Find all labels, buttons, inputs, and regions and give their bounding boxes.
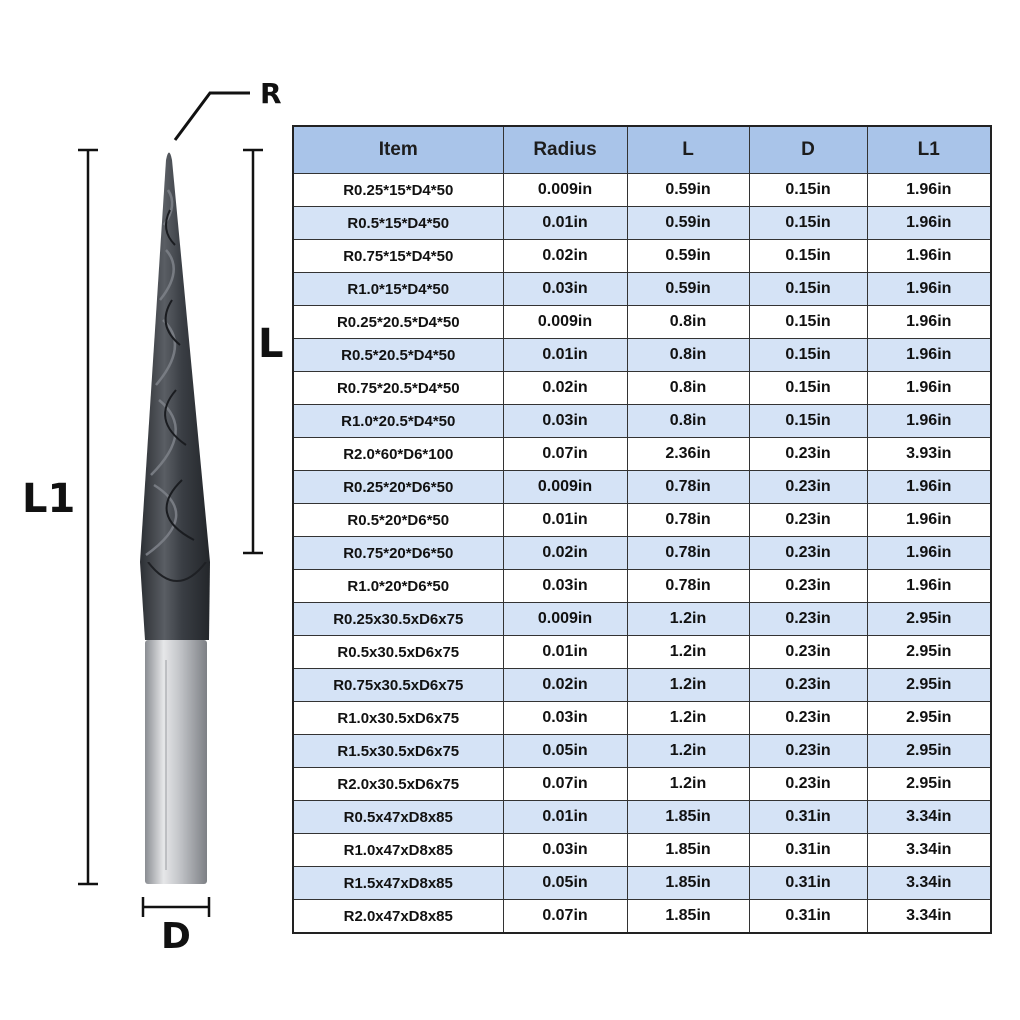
cell-item: R0.75*20.5*D4*50 (293, 372, 503, 405)
cell-item: R0.5*20.5*D4*50 (293, 339, 503, 372)
cell-l1: 2.95in (867, 768, 991, 801)
cell-item: R1.0*15*D4*50 (293, 273, 503, 306)
cell-radius: 0.07in (503, 768, 627, 801)
cell-l: 0.8in (627, 405, 749, 438)
cell-d: 0.23in (749, 537, 867, 570)
cell-l1: 1.96in (867, 339, 991, 372)
cell-d: 0.15in (749, 273, 867, 306)
cell-l1: 1.96in (867, 570, 991, 603)
cell-l: 0.8in (627, 306, 749, 339)
cell-l: 0.59in (627, 273, 749, 306)
cell-l: 0.78in (627, 504, 749, 537)
cell-radius: 0.03in (503, 702, 627, 735)
cell-l1: 2.95in (867, 669, 991, 702)
cell-item: R0.75*20*D6*50 (293, 537, 503, 570)
cell-radius: 0.009in (503, 603, 627, 636)
cell-l1: 1.96in (867, 306, 991, 339)
cell-d: 0.31in (749, 900, 867, 934)
cell-l1: 3.34in (867, 801, 991, 834)
header-l: L (627, 126, 749, 174)
end-mill-tool (140, 153, 210, 885)
cell-l1: 1.96in (867, 504, 991, 537)
cell-l1: 1.96in (867, 372, 991, 405)
table-row (293, 735, 991, 768)
cell-radius: 0.03in (503, 273, 627, 306)
table-row (293, 504, 991, 537)
cell-l: 1.2in (627, 702, 749, 735)
cell-l: 1.85in (627, 867, 749, 900)
cell-item: R0.25*15*D4*50 (293, 174, 503, 207)
l-label: L (258, 321, 284, 367)
table-row (293, 174, 991, 207)
cell-d: 0.15in (749, 207, 867, 240)
cell-l: 0.59in (627, 207, 749, 240)
table-row (293, 438, 991, 471)
table-row (293, 207, 991, 240)
cell-l1: 2.95in (867, 603, 991, 636)
table-row (293, 702, 991, 735)
cell-radius: 0.05in (503, 735, 627, 768)
cell-l: 0.8in (627, 339, 749, 372)
cell-d: 0.23in (749, 570, 867, 603)
cell-d: 0.31in (749, 801, 867, 834)
cell-d: 0.31in (749, 867, 867, 900)
cell-d: 0.23in (749, 702, 867, 735)
cell-radius: 0.009in (503, 174, 627, 207)
d-dimension-line (143, 897, 209, 917)
cell-radius: 0.009in (503, 471, 627, 504)
cell-radius: 0.07in (503, 900, 627, 934)
cell-item: R0.75*15*D4*50 (293, 240, 503, 273)
cell-item: R0.5x47xD8x85 (293, 801, 503, 834)
cell-d: 0.23in (749, 471, 867, 504)
cell-d: 0.23in (749, 735, 867, 768)
table-row (293, 900, 991, 934)
cell-d: 0.23in (749, 603, 867, 636)
radius-leader-line (175, 93, 250, 140)
cell-l: 1.2in (627, 669, 749, 702)
cell-l: 1.2in (627, 603, 749, 636)
cell-d: 0.15in (749, 372, 867, 405)
cell-d: 0.15in (749, 405, 867, 438)
cell-l: 2.36in (627, 438, 749, 471)
cell-l: 1.85in (627, 801, 749, 834)
cell-item: R0.75x30.5xD6x75 (293, 669, 503, 702)
cell-l: 1.85in (627, 900, 749, 934)
l1-dimension-line (78, 150, 98, 884)
cell-l: 1.2in (627, 636, 749, 669)
header-l1: L1 (867, 126, 991, 174)
cell-d: 0.15in (749, 339, 867, 372)
table-row (293, 273, 991, 306)
table-header-row (293, 126, 991, 174)
cell-radius: 0.01in (503, 504, 627, 537)
cell-l: 1.2in (627, 735, 749, 768)
cell-d: 0.23in (749, 438, 867, 471)
cell-radius: 0.02in (503, 372, 627, 405)
table-body (293, 174, 991, 934)
cell-l1: 1.96in (867, 471, 991, 504)
table-row (293, 405, 991, 438)
cell-l1: 1.96in (867, 537, 991, 570)
cell-item: R0.25*20*D6*50 (293, 471, 503, 504)
cell-radius: 0.009in (503, 306, 627, 339)
cell-l: 0.59in (627, 174, 749, 207)
cell-l1: 1.96in (867, 405, 991, 438)
table-row (293, 570, 991, 603)
cell-d: 0.31in (749, 834, 867, 867)
tool-fluted-taper (140, 153, 210, 563)
cell-item: R2.0x30.5xD6x75 (293, 768, 503, 801)
cell-l1: 1.96in (867, 240, 991, 273)
cell-l: 1.2in (627, 768, 749, 801)
cell-radius: 0.03in (503, 405, 627, 438)
cell-l: 0.78in (627, 471, 749, 504)
table-row (293, 801, 991, 834)
tool-shank (145, 640, 207, 884)
cell-radius: 0.03in (503, 834, 627, 867)
l1-label: L1 (22, 476, 76, 522)
table-row (293, 636, 991, 669)
table-row (293, 669, 991, 702)
cell-l: 0.78in (627, 570, 749, 603)
cell-l: 1.85in (627, 834, 749, 867)
cell-radius: 0.02in (503, 240, 627, 273)
cell-d: 0.15in (749, 306, 867, 339)
table-row (293, 471, 991, 504)
table-row (293, 834, 991, 867)
cell-l: 0.8in (627, 372, 749, 405)
table-row (293, 339, 991, 372)
cell-radius: 0.02in (503, 669, 627, 702)
cell-l1: 1.96in (867, 174, 991, 207)
cell-item: R2.0*60*D6*100 (293, 438, 503, 471)
cell-l: 0.78in (627, 537, 749, 570)
cell-l1: 3.34in (867, 867, 991, 900)
cell-d: 0.15in (749, 174, 867, 207)
table-row (293, 537, 991, 570)
table-row (293, 603, 991, 636)
header-d: D (749, 126, 867, 174)
radius-label: R (260, 77, 282, 110)
cell-l1: 2.95in (867, 636, 991, 669)
cell-d: 0.23in (749, 504, 867, 537)
d-label: D (161, 916, 191, 957)
cell-radius: 0.05in (503, 867, 627, 900)
cell-l1: 3.34in (867, 834, 991, 867)
cell-item: R2.0x47xD8x85 (293, 900, 503, 934)
cell-radius: 0.07in (503, 438, 627, 471)
header-radius: Radius (503, 126, 627, 174)
cell-radius: 0.03in (503, 570, 627, 603)
cell-d: 0.23in (749, 669, 867, 702)
cell-l1: 2.95in (867, 735, 991, 768)
cell-d: 0.15in (749, 240, 867, 273)
end-mill-diagram (0, 0, 300, 1020)
header-item: Item (293, 126, 503, 174)
cell-l1: 3.93in (867, 438, 991, 471)
cell-l: 0.59in (627, 240, 749, 273)
cell-item: R0.5*20*D6*50 (293, 504, 503, 537)
table-row (293, 768, 991, 801)
cell-item: R0.5*15*D4*50 (293, 207, 503, 240)
cell-item: R0.25x30.5xD6x75 (293, 603, 503, 636)
cell-radius: 0.01in (503, 207, 627, 240)
table-row (293, 867, 991, 900)
cell-radius: 0.01in (503, 339, 627, 372)
table-row (293, 240, 991, 273)
table-row (293, 306, 991, 339)
cell-radius: 0.02in (503, 537, 627, 570)
table-row (293, 372, 991, 405)
cell-item: R0.5x30.5xD6x75 (293, 636, 503, 669)
cell-radius: 0.01in (503, 801, 627, 834)
cell-l1: 1.96in (867, 273, 991, 306)
cell-item: R0.25*20.5*D4*50 (293, 306, 503, 339)
tool-coated-shank (140, 562, 210, 640)
cell-l1: 3.34in (867, 900, 991, 934)
cell-radius: 0.01in (503, 636, 627, 669)
cell-d: 0.23in (749, 636, 867, 669)
cell-l1: 2.95in (867, 702, 991, 735)
cell-l1: 1.96in (867, 207, 991, 240)
cell-d: 0.23in (749, 768, 867, 801)
cell-item: R1.5x30.5xD6x75 (293, 735, 503, 768)
cell-item: R1.0*20.5*D4*50 (293, 405, 503, 438)
cell-item: R1.5x47xD8x85 (293, 867, 503, 900)
cell-item: R1.0x30.5xD6x75 (293, 702, 503, 735)
cell-item: R1.0x47xD8x85 (293, 834, 503, 867)
cell-item: R1.0*20*D6*50 (293, 570, 503, 603)
spec-table (292, 125, 992, 934)
